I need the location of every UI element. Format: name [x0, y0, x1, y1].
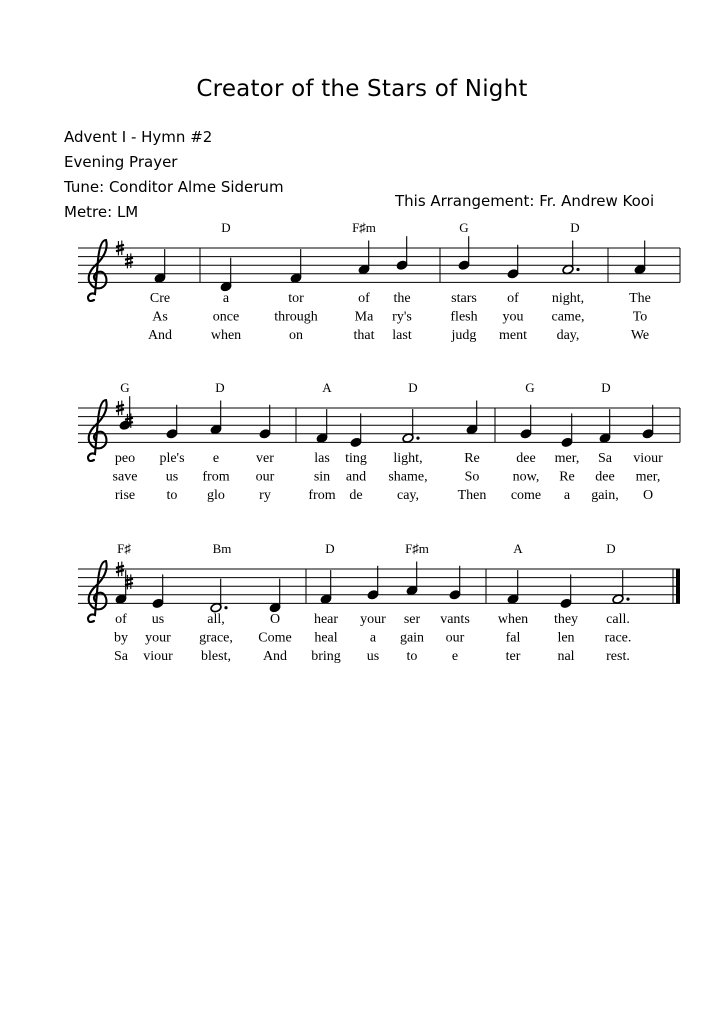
- chord-symbol: Bm: [212, 541, 232, 556]
- lyric-syllable-verse-3: us: [366, 649, 380, 664]
- lyric-syllable-verse-1: Cre: [149, 291, 171, 306]
- lyric-syllable-verse-1: us: [151, 612, 165, 627]
- note: [642, 405, 654, 439]
- staff-system-1: [78, 220, 680, 343]
- lyric-syllable-verse-2: a: [369, 630, 377, 646]
- lyric-syllable-verse-2: us: [165, 469, 179, 485]
- note: [152, 574, 164, 608]
- lyric-syllable-verse-1: vants: [440, 612, 470, 627]
- lyric-syllable-verse-2: Re: [559, 469, 575, 485]
- chord-symbol: G: [120, 380, 130, 395]
- lyric-syllable-verse-2: once: [212, 309, 240, 325]
- chord-symbol: F♯m: [405, 541, 429, 556]
- lyric-syllable-verse-3: on: [289, 328, 303, 343]
- chord-symbol: D: [408, 380, 418, 395]
- lyric-syllable-verse-2: race.: [604, 630, 632, 646]
- note: [396, 236, 408, 270]
- chord-symbol: D: [325, 541, 335, 556]
- lyric-syllable-verse-3: when: [210, 328, 242, 343]
- lyric-syllable-verse-2: shame,: [388, 469, 428, 485]
- lyric-syllable-verse-1: your: [360, 612, 386, 627]
- lyric-syllable-verse-1: mer,: [554, 451, 580, 466]
- lyric-syllable-verse-3: from: [308, 488, 336, 503]
- lyric-syllable-verse-1: ple's: [159, 451, 185, 466]
- lyric-syllable-verse-1: ting: [345, 451, 367, 466]
- lyric-syllable-verse-2: through: [274, 309, 318, 325]
- note: [466, 401, 478, 435]
- chord-symbol: F♯m: [352, 220, 376, 235]
- lyric-syllable-verse-3: nal: [557, 649, 575, 664]
- lyric-syllable-verse-3: rise: [114, 488, 136, 503]
- note: [115, 570, 127, 604]
- lyric-syllable-verse-3: e: [451, 649, 459, 664]
- lyric-syllable-verse-1: of: [507, 291, 519, 306]
- lyric-syllable-verse-1: peo: [114, 451, 136, 466]
- note: [290, 249, 302, 283]
- note: [507, 570, 519, 604]
- augmentation-dot: [576, 268, 579, 271]
- lyric-syllable-verse-3: de: [349, 488, 363, 503]
- chord-symbol: D: [221, 220, 231, 235]
- lyric-syllable-verse-2: by: [114, 630, 128, 646]
- final-barline-thick: [676, 569, 680, 603]
- lyric-syllable-verse-2: fal: [505, 630, 521, 646]
- sharp-bar: [116, 566, 124, 568]
- lyric-syllable-verse-3: We: [630, 328, 650, 343]
- lyric-syllable-verse-1: when: [497, 612, 529, 627]
- lyric-syllable-verse-2: sin: [313, 469, 331, 485]
- lyric-syllable-verse-3: O: [642, 488, 654, 503]
- lyric-syllable-verse-1: a: [222, 291, 230, 306]
- lyric-syllable-verse-2: So: [464, 469, 480, 485]
- lyric-syllable-verse-3: And: [147, 328, 173, 343]
- lyric-syllable-verse-2: To: [632, 309, 648, 325]
- lyric-syllable-verse-1: dee: [516, 451, 536, 466]
- lyric-syllable-verse-2: our: [255, 469, 275, 485]
- lyric-syllable-verse-3: that: [353, 328, 375, 343]
- note: [154, 249, 166, 283]
- note: [561, 413, 573, 447]
- sharp-bar: [116, 245, 124, 247]
- lyric-syllable-verse-3: Then: [457, 488, 487, 503]
- note: [599, 409, 611, 443]
- note: [367, 566, 379, 600]
- note: [562, 241, 580, 275]
- lyric-syllable-verse-3: last: [392, 328, 412, 343]
- sharp-bar: [125, 258, 133, 260]
- lyric-syllable-verse-1: hear: [313, 612, 339, 627]
- lyric-syllable-verse-3: rest.: [606, 649, 630, 664]
- note: [320, 570, 332, 604]
- lyric-syllable-verse-3: ter: [505, 649, 521, 664]
- note: [269, 579, 281, 613]
- lyric-syllable-verse-1: The: [629, 291, 651, 306]
- note: [166, 405, 178, 439]
- lyric-syllable-verse-2: you: [502, 309, 524, 325]
- note: [612, 570, 630, 604]
- note: [210, 401, 222, 435]
- treble-clef: [88, 561, 107, 622]
- hymn-number-line: Advent I - Hymn #2: [64, 128, 213, 146]
- lyric-syllable-verse-3: to: [406, 649, 418, 664]
- sharp-bar: [125, 262, 133, 264]
- lyric-syllable-verse-2: ry's: [392, 309, 412, 325]
- lyric-syllable-verse-2: grace,: [199, 630, 233, 646]
- lyric-syllable-verse-3: glo: [207, 488, 225, 503]
- staff-system-3: [78, 541, 680, 664]
- note: [520, 405, 532, 439]
- lyric-syllable-verse-3: cay,: [396, 488, 420, 503]
- note: [220, 258, 232, 292]
- lyric-syllable-verse-1: las: [314, 451, 330, 466]
- lyric-syllable-verse-3: come: [510, 488, 542, 503]
- lyric-syllable-verse-3: blest,: [201, 649, 231, 664]
- sharp-bar: [116, 570, 124, 572]
- lyric-syllable-verse-1: ser: [403, 612, 421, 627]
- chord-symbol: G: [525, 380, 535, 395]
- lyric-syllable-verse-1: e: [212, 451, 220, 466]
- lyric-syllable-verse-1: O: [269, 612, 281, 627]
- augmentation-dot: [626, 598, 629, 601]
- lyric-syllable-verse-1: the: [393, 291, 411, 306]
- lyric-syllable-verse-2: now,: [512, 469, 540, 485]
- metre-line: Metre: LM: [64, 203, 139, 221]
- lyric-syllable-verse-3: And: [262, 649, 288, 664]
- note: [449, 566, 461, 600]
- note: [634, 241, 646, 275]
- chord-symbol: G: [459, 220, 469, 235]
- lyric-syllable-verse-1: tor: [288, 291, 304, 306]
- chord-symbol: D: [606, 541, 616, 556]
- lyric-syllable-verse-3: a: [563, 488, 571, 503]
- lyric-syllable-verse-2: from: [202, 469, 230, 485]
- note: [458, 236, 470, 270]
- note: [560, 574, 572, 608]
- note: [210, 579, 228, 613]
- lyric-syllable-verse-2: heal: [314, 630, 338, 646]
- note: [358, 241, 370, 275]
- lyric-syllable-verse-1: of: [115, 612, 127, 627]
- lyric-syllable-verse-1: night,: [551, 291, 585, 306]
- lyric-syllable-verse-2: len: [557, 630, 575, 646]
- lyric-syllable-verse-3: to: [166, 488, 178, 503]
- augmentation-dot: [224, 606, 227, 609]
- note: [259, 405, 271, 439]
- staff-system-2: [78, 380, 680, 503]
- lyric-syllable-verse-1: viour: [633, 451, 663, 466]
- note: [119, 396, 131, 430]
- lyric-syllable-verse-2: mer,: [635, 469, 661, 485]
- lyric-syllable-verse-2: save: [112, 469, 138, 485]
- lyric-syllable-verse-3: gain,: [591, 488, 619, 503]
- note: [507, 245, 519, 279]
- sharp-bar: [116, 405, 124, 407]
- lyric-syllable-verse-3: ment: [499, 328, 527, 343]
- service-line: Evening Prayer: [64, 153, 178, 171]
- lyric-syllable-verse-3: day,: [556, 328, 580, 343]
- chord-symbol: A: [322, 380, 332, 395]
- note: [350, 413, 362, 447]
- lyric-syllable-verse-3: Sa: [114, 649, 128, 664]
- lyric-syllable-verse-2: and: [345, 469, 367, 485]
- lyric-syllable-verse-1: all,: [207, 612, 225, 627]
- chord-symbol: D: [601, 380, 611, 395]
- chord-symbol: A: [513, 541, 523, 556]
- lyric-syllable-verse-1: light,: [393, 451, 423, 466]
- augmentation-dot: [416, 437, 419, 440]
- lyric-syllable-verse-1: call.: [606, 612, 630, 627]
- lyric-syllable-verse-1: Re: [464, 451, 480, 466]
- lyric-syllable-verse-2: Ma: [354, 309, 374, 325]
- note: [402, 409, 420, 443]
- lyric-syllable-verse-3: ry: [259, 488, 271, 503]
- lyric-syllable-verse-3: viour: [143, 649, 173, 664]
- note: [406, 562, 418, 596]
- lyric-syllable-verse-2: our: [445, 630, 465, 646]
- lyric-syllable-verse-1: they: [553, 612, 579, 627]
- key-sharp-c: [125, 253, 133, 268]
- tune-line: Tune: Conditor Alme Siderum: [64, 178, 284, 196]
- sharp-bar: [125, 418, 133, 420]
- chord-symbol: D: [570, 220, 580, 235]
- lyric-syllable-verse-2: dee: [595, 469, 615, 485]
- chord-symbol: D: [215, 380, 225, 395]
- lyric-syllable-verse-1: Sa: [598, 451, 612, 466]
- lyric-syllable-verse-1: stars: [451, 291, 477, 306]
- sharp-bar: [116, 409, 124, 411]
- chord-symbol: F♯: [117, 541, 131, 556]
- arrangement-credit: This Arrangement: Fr. Andrew Kooi: [395, 192, 655, 210]
- lyric-syllable-verse-2: came,: [551, 309, 585, 325]
- lyric-syllable-verse-2: gain: [399, 630, 425, 646]
- treble-clef: [88, 240, 107, 301]
- lyric-syllable-verse-3: judg: [451, 328, 477, 343]
- lyric-syllable-verse-1: ver: [256, 451, 274, 466]
- lyric-syllable-verse-2: flesh: [450, 309, 478, 325]
- sharp-bar: [116, 249, 124, 251]
- treble-clef: [88, 400, 107, 461]
- lyric-syllable-verse-1: of: [358, 291, 370, 306]
- lyric-syllable-verse-2: As: [152, 309, 168, 325]
- hymn-title: Creator of the Stars of Night: [196, 76, 528, 102]
- note: [316, 409, 328, 443]
- lyric-syllable-verse-2: Come: [258, 630, 292, 646]
- lyric-syllable-verse-3: bring: [311, 649, 341, 664]
- lyric-syllable-verse-2: your: [145, 630, 171, 646]
